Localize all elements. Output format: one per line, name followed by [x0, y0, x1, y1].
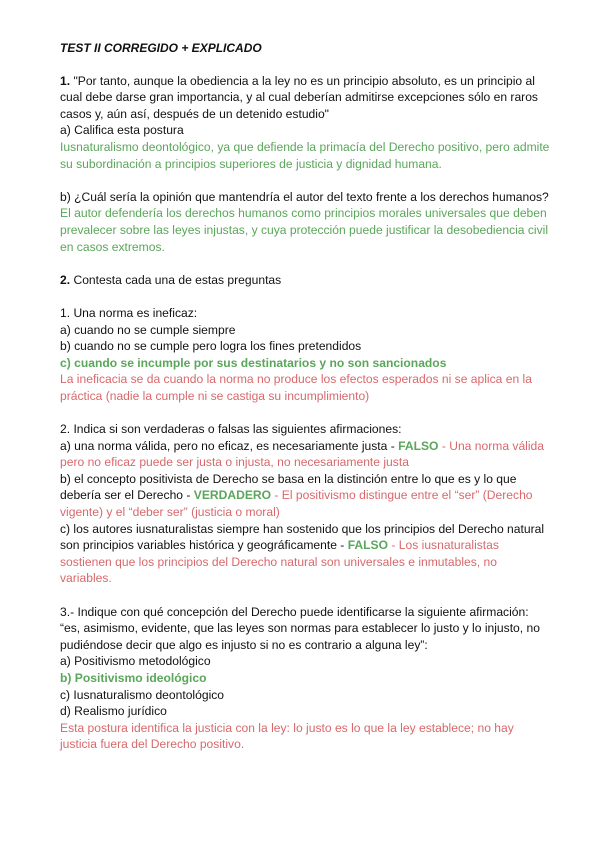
- q2-2-b-verdict: VERDADERO: [193, 488, 272, 503]
- q1-quote: [60, 73, 550, 123]
- q3-explanation: Esta postura identifica la justicia con la ley: lo justo es lo que la ley establece; no hay justicia fuera del Derecho positivo.: [60, 720, 514, 752]
- q2-2-c-explanation: - Los iusnaturalistas sostienen que los principios del Derecho natural son universales e inmutables, no variables.: [60, 538, 499, 586]
- q2-1-explanation: La ineficacia se da cuando la norma no produce los efectos esperados ni se aplica en la práctica (nadie la cumple ni se castiga su incumplimiento): [60, 372, 532, 403]
- q1-b-label: b) ¿Cuál sería la opinión que mantendría el autor del texto frente a los derechos humanos?: [60, 189, 549, 204]
- document-body: [60, 40, 550, 753]
- q2-2-stem: 2. Indica si son verdaderas o falsas las siguientes afirmaciones:: [60, 422, 402, 437]
- q3-option-b-correct: b) Positivismo ideológico: [60, 670, 207, 685]
- q3-option-d: d) Realismo jurídico: [60, 704, 167, 719]
- q2-2-item-b: [60, 471, 550, 521]
- q2-2-item-c: [60, 521, 550, 587]
- q2-1-option-b: b) cuando no se cumple pero logra los fines pretendidos: [60, 339, 362, 354]
- q2-2-b-explanation: - El positivismo distingue entre el “ser” (Derecho vigente) y el “deber ser” (justicia o moral): [60, 488, 533, 520]
- document-title: TEST II CORREGIDO + EXPLICADO: [60, 41, 262, 55]
- q2-2-a-explanation: - Una norma válida pero no eficaz puede ser justa o injusta, no necesariamente justa: [60, 438, 544, 470]
- q2-2-item-a: [60, 438, 550, 471]
- q1-a-label: a) Califica esta postura: [60, 123, 184, 138]
- q1-b-answer: El autor defendería los derechos humanos como principios morales universales que deben prevalecer sobre las leyes injustas, y cuya protección puede justificar la desobediencia civil en casos extremos.: [60, 206, 549, 254]
- q2-1-option-a: a) cuando no se cumple siempre: [60, 322, 236, 337]
- q1-quote-text: "Por tanto, aunque la obediencia a la ley no es un principio absoluto, es un principio al cual debe darse gran importancia, y al cual deberían admitirse excepciones sólo en raros casos y, aún así, después de un detenido estudio": [60, 73, 538, 121]
- q3-option-a: a) Positivismo metodológico: [60, 654, 211, 669]
- q3-stem: 3.- Indique con qué concepción del Derecho puede identificarse la siguiente afirmación: “es, asimismo, evidente, que las leyes son normas para establecer lo justo y lo injusto, no pudiéndose decir que algo es injusto si no es contrario a alguna ley”:: [60, 604, 540, 652]
- q2-1-option-c-correct: c) cuando se incumple por sus destinatarios y no son sancionados: [60, 355, 447, 370]
- q1-a-answer: Iusnaturalismo deontológico, ya que defiende la primacía del Derecho positivo, pero admite su subordinación a principios superiores de justicia y dignidad humana.: [60, 139, 550, 171]
- q2-2-c-verdict: FALSO: [347, 538, 389, 553]
- q2-2-a-text: a) una norma válida, pero no eficaz, es necesariamente justa -: [60, 438, 399, 453]
- q2-intro: [60, 272, 550, 289]
- q1-number: 1.: [60, 73, 71, 88]
- q2-2-a-verdict: FALSO: [398, 438, 439, 453]
- q2-1-stem: 1. Una norma es ineficaz:: [60, 305, 198, 320]
- q2-number: 2.: [60, 272, 71, 287]
- q3-option-c: c) Iusnaturalismo deontológico: [60, 687, 225, 702]
- q2-2-b-text: b) el concepto positivista de Derecho se basa en la distinción entre lo que es y lo que debería ser el Derecho -: [60, 471, 517, 503]
- q2-intro-text: Contesta cada una de estas preguntas: [70, 272, 282, 287]
- q2-2-c-text: c) los autores iusnaturalistas siempre han sostenido que los principios del Derecho natural son principios variables histórica y geográficamente -: [60, 521, 545, 553]
